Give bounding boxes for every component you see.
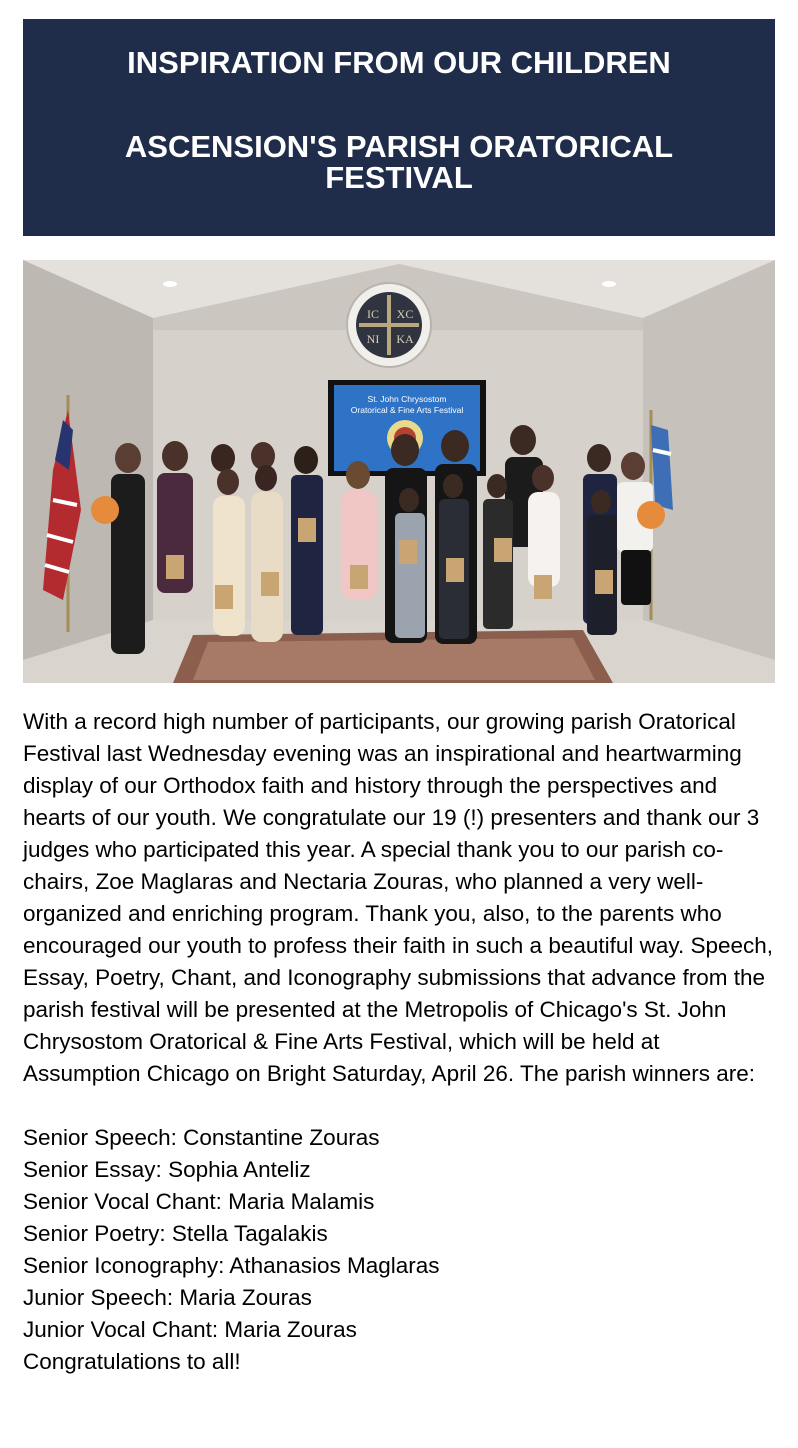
header-title-line2: ASCENSION'S PARISH ORATORICAL FESTIVAL: [124, 129, 674, 195]
list-item: Senior Vocal Chant: Maria Malamis: [23, 1189, 375, 1214]
screen-line1: St. John Chrysostom: [367, 394, 447, 404]
list-item: Junior Speech: Maria Zouras: [23, 1285, 312, 1310]
icon-letter: NI: [366, 332, 380, 346]
list-item: Junior Vocal Chant: Maria Zouras: [23, 1317, 357, 1342]
list-item: Senior Speech: Constantine Zouras: [23, 1125, 380, 1150]
icxc-nika-icon: [347, 283, 431, 367]
closing-text: Congratulations to all!: [23, 1349, 241, 1374]
icon-letter: IC: [367, 307, 379, 321]
article-header: [23, 19, 775, 236]
header-title-line1: INSPIRATION FROM OUR CHILDREN: [127, 45, 671, 80]
icon-letter: KA: [396, 332, 414, 346]
screen-line2: Oratorical & Fine Arts Festival: [350, 405, 464, 415]
list-item: Senior Iconography: Athanasios Maglaras: [23, 1253, 440, 1278]
list-item: Senior Essay: Sophia Anteliz: [23, 1157, 311, 1182]
article-body: [23, 706, 775, 1378]
icon-letter: XC: [396, 307, 414, 321]
group-photo: [23, 260, 775, 683]
list-item: Senior Poetry: Stella Tagalakis: [23, 1221, 328, 1246]
article-paragraph: With a record high number of participants, our growing parish Oratorical Festival last Wednesday evening was an inspirational and heartwarming display of our Orthodox faith and history through the perspectives and hearts of our youth. We congratulate our 19 (!) presenters and thank our 3 judges who participated this year. A special thank you to our parish co-chairs, Zoe Maglaras and Nectaria Zouras, who planned a very well-organized and enriching program. Thank you, also, to the parents who encouraged our youth to profess their faith in such a beautiful way. Speech, Essay, Poetry, Chant, and Iconography submissions that advance from the parish festival will be presented at the Metropolis of Chicago's St. John Chrysostom Oratorical & Fine Arts Festival, which will be held at Assumption Chicago on Bright Saturday, April 26. The parish winners are:: [23, 709, 774, 1086]
winners-list: [23, 1122, 775, 1346]
